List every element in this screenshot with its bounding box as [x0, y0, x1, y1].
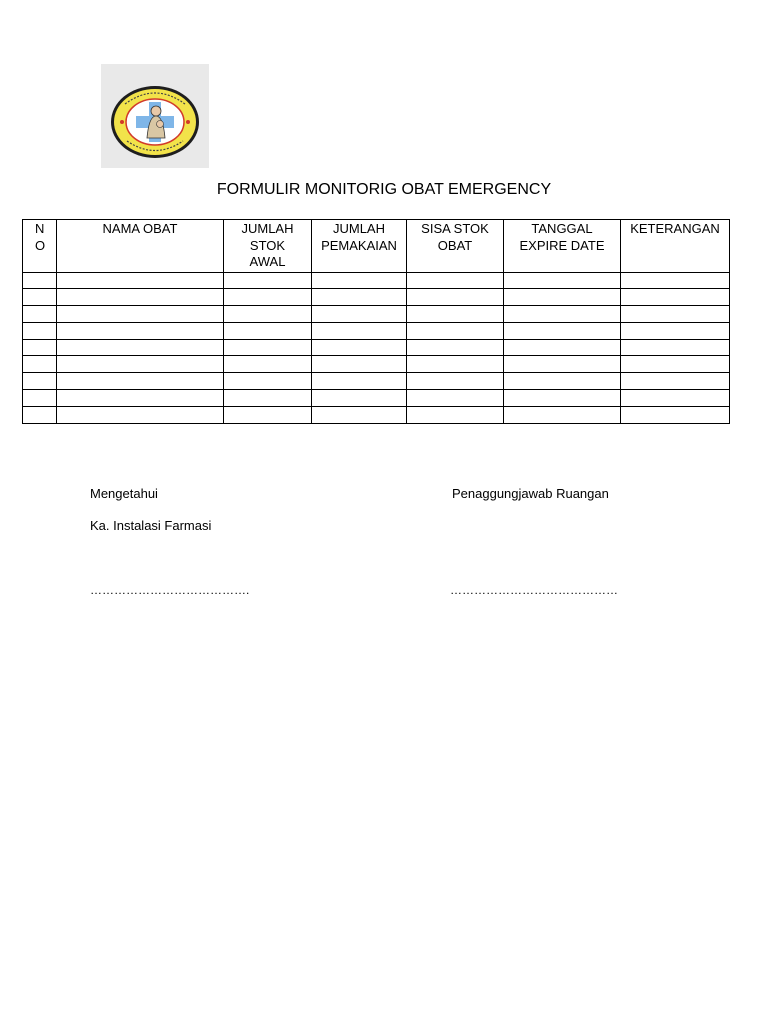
column-header-keterangan: KETERANGAN [621, 220, 730, 273]
column-header-no: N O [23, 220, 57, 273]
table-cell[interactable] [23, 390, 57, 407]
table-cell[interactable] [23, 289, 57, 306]
table-header-row [23, 220, 730, 273]
table-cell[interactable] [57, 356, 224, 373]
table-cell[interactable] [312, 390, 407, 407]
table-cell[interactable] [407, 406, 504, 423]
table-cell[interactable] [312, 289, 407, 306]
table-cell[interactable] [23, 406, 57, 423]
table-cell[interactable] [621, 356, 730, 373]
table-cell[interactable] [621, 306, 730, 323]
right-signature-line: …………………………………… [450, 583, 618, 597]
table-cell[interactable] [224, 289, 312, 306]
table-cell[interactable] [57, 289, 224, 306]
table-cell[interactable] [407, 356, 504, 373]
left-signature-line: …………………………………. [90, 583, 250, 597]
table-cell[interactable] [407, 322, 504, 339]
table-cell[interactable] [224, 373, 312, 390]
table-body [23, 272, 730, 423]
table-row [23, 322, 730, 339]
table-cell[interactable] [57, 306, 224, 323]
table-row [23, 406, 730, 423]
table-cell[interactable] [504, 289, 621, 306]
table-cell[interactable] [621, 406, 730, 423]
table-cell[interactable] [312, 356, 407, 373]
table-cell[interactable] [621, 339, 730, 356]
table-cell[interactable] [504, 339, 621, 356]
page-title: FORMULIR MONITORIG OBAT EMERGENCY [216, 181, 552, 198]
table-cell[interactable] [504, 322, 621, 339]
table-cell[interactable] [621, 322, 730, 339]
table-cell[interactable] [504, 406, 621, 423]
table-cell[interactable] [407, 289, 504, 306]
table-cell[interactable] [621, 289, 730, 306]
table-cell[interactable] [224, 390, 312, 407]
table-cell[interactable] [57, 373, 224, 390]
table-cell[interactable] [57, 272, 224, 289]
table-cell[interactable] [57, 390, 224, 407]
column-header-tanggal-expire-date: TANGGAL EXPIRE DATE [504, 220, 621, 273]
hospital-seal-icon [101, 64, 209, 168]
table-cell[interactable] [621, 272, 730, 289]
table-row [23, 356, 730, 373]
table-cell[interactable] [224, 306, 312, 323]
table-row [23, 390, 730, 407]
table-cell[interactable] [312, 373, 407, 390]
table-row [23, 373, 730, 390]
table-cell[interactable] [224, 356, 312, 373]
column-header-sisa-stok-obat: SISA STOK OBAT [407, 220, 504, 273]
table-cell[interactable] [407, 306, 504, 323]
table-cell[interactable] [504, 356, 621, 373]
table-cell[interactable] [312, 339, 407, 356]
column-header-jumlah-stok-awal: JUMLAH STOK AWAL [224, 220, 312, 273]
table-cell[interactable] [504, 306, 621, 323]
table-cell[interactable] [312, 406, 407, 423]
table-cell[interactable] [224, 406, 312, 423]
hospital-logo [101, 64, 209, 168]
table-row [23, 339, 730, 356]
table-cell[interactable] [504, 390, 621, 407]
table-cell[interactable] [224, 272, 312, 289]
column-header-nama-obat: NAMA OBAT [57, 220, 224, 273]
pharmacy-head-label: Ka. Instalasi Farmasi [90, 518, 212, 533]
table-cell[interactable] [23, 322, 57, 339]
table-row [23, 306, 730, 323]
table-cell[interactable] [407, 272, 504, 289]
table-cell[interactable] [57, 322, 224, 339]
table-cell[interactable] [407, 390, 504, 407]
column-header-jumlah-pemakaian: JUMLAH PEMAKAIAN [312, 220, 407, 273]
table-cell[interactable] [407, 373, 504, 390]
table-cell[interactable] [621, 373, 730, 390]
table-cell[interactable] [312, 322, 407, 339]
table-cell[interactable] [23, 272, 57, 289]
table-cell[interactable] [312, 306, 407, 323]
medication-table [22, 219, 730, 424]
room-responsible-label: Penaggungjawab Ruangan [452, 486, 609, 501]
table-cell[interactable] [224, 322, 312, 339]
table-cell[interactable] [23, 356, 57, 373]
table-cell[interactable] [312, 272, 407, 289]
table-cell[interactable] [23, 339, 57, 356]
table-cell[interactable] [407, 339, 504, 356]
table-row [23, 289, 730, 306]
table-cell[interactable] [57, 406, 224, 423]
acknowledged-label: Mengetahui [90, 486, 158, 501]
table-cell[interactable] [224, 339, 312, 356]
table-cell[interactable] [504, 272, 621, 289]
table-cell[interactable] [57, 339, 224, 356]
table-cell[interactable] [504, 373, 621, 390]
table-cell[interactable] [621, 390, 730, 407]
table-cell[interactable] [23, 306, 57, 323]
table-row [23, 272, 730, 289]
table-cell[interactable] [23, 373, 57, 390]
